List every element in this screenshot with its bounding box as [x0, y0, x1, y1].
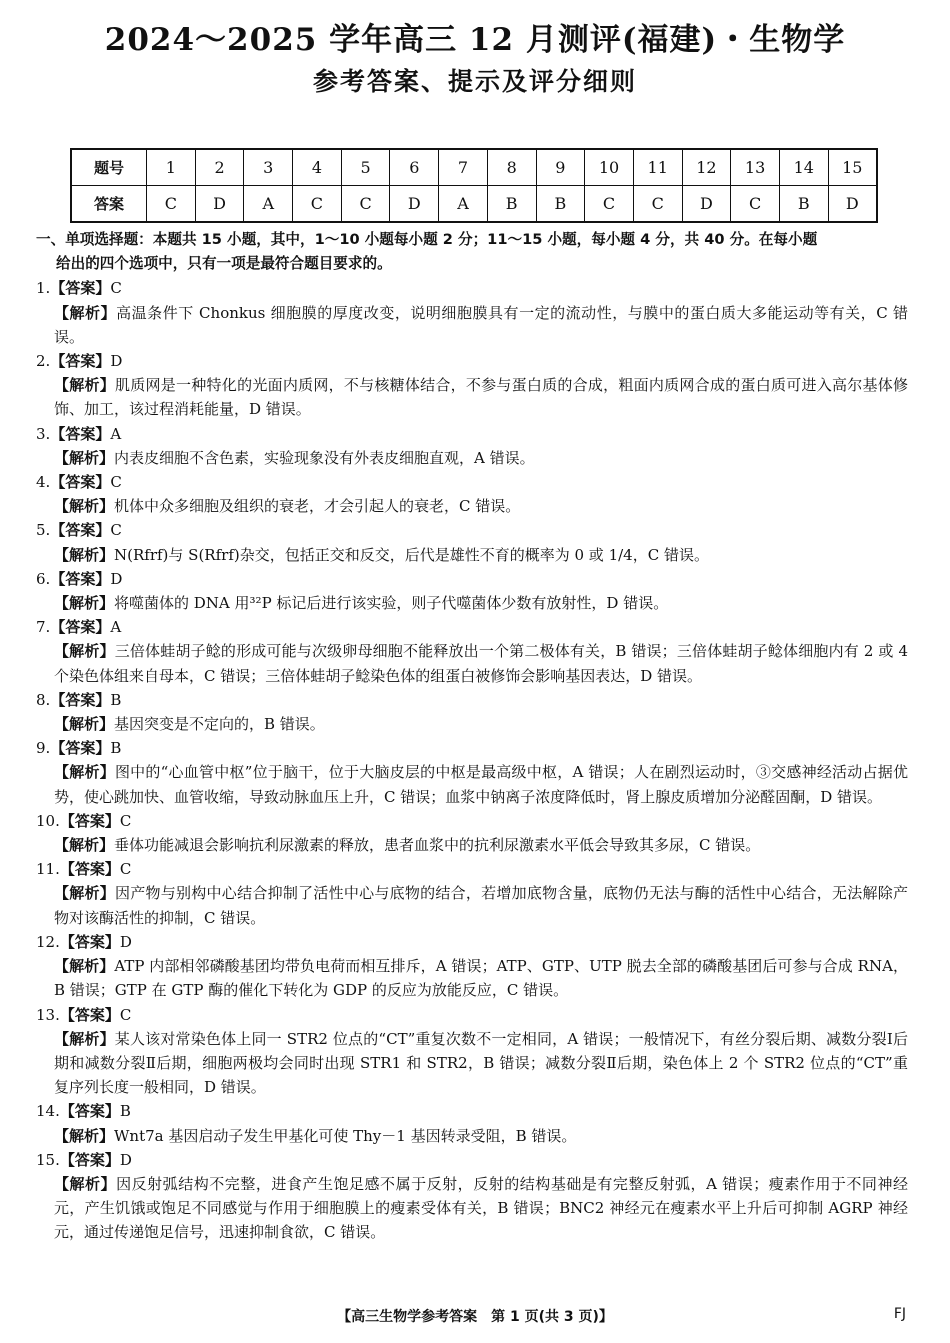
explanation-line	[36, 1124, 908, 1148]
answer-line	[36, 1003, 908, 1027]
answer-item	[36, 349, 908, 422]
explanation-text: 高温条件下 Chonkus 细胞膜的厚度改变，说明细胞膜具有一定的流动性，与膜中的蛋白质大多能运动等有关，C 错误。	[54, 303, 908, 346]
explanation-text: ATP 内部相邻磷酸基团均带负电荷而相互排斥，A 错误；ATP、GTP、UTP 脱去全部的磷酸基团后可参与合成 RNA，B 错误；GTP 在 GTP 酶的催化下转化为 GDP 的反应为放能反应，C 错误。	[54, 957, 908, 1000]
explanation-line	[36, 760, 908, 808]
answer-cell: C	[731, 186, 780, 223]
explanation-tag: 【解析】	[54, 836, 115, 855]
answer-item	[36, 518, 908, 566]
answer-table	[70, 148, 878, 223]
item-answer: B	[110, 739, 122, 758]
answer-tag: 【答案】	[50, 739, 111, 758]
item-answer: B	[119, 1102, 131, 1121]
item-number: 10.	[36, 811, 60, 830]
item-number: 2.	[36, 352, 51, 371]
item-number: 1.	[36, 279, 51, 298]
answer-cell: C	[147, 186, 196, 223]
answer-item	[36, 470, 908, 518]
explanation-tag: 【解析】	[54, 376, 116, 395]
question-number-header: 题号	[71, 149, 147, 186]
explanation-text: 图中的“心血管中枢”位于脑干，位于大脑皮层的中枢是最高级中枢，A 错误；人在剧烈运动时，③交感神经活动占据优势，使心跳加快、血管收缩，导致动脉血压上升，C 错误；血浆中钠离子浓度降低时，肾上腺皮质增加分泌醛固酮，D 错误。	[54, 763, 908, 806]
item-answer: A	[110, 618, 122, 637]
item-answer: B	[110, 690, 122, 709]
explanation-tag: 【解析】	[54, 884, 116, 903]
explanation-text: 三倍体蛙胡子鲶的形成可能与次级卵母细胞不能释放出一个第二极体有关，B 错误；三倍体蛙胡子鲶体细胞内有 2 或 4 个染色体组来自母本，C 错误；三倍体蛙胡子鲶染色体的组蛋白被修饰会影响基因表达，D 错误。	[54, 642, 908, 685]
explanation-tag: 【解析】	[54, 1029, 115, 1048]
answer-cell: C	[341, 186, 390, 223]
answer-item	[36, 1099, 908, 1147]
answer-cell: C	[633, 186, 682, 223]
explanation-text: 肌质网是一种特化的光面内质网，不与核糖体结合，不参与蛋白质的合成，粗面内质网合成的蛋白质可进入高尔基体修饰、加工，该过程消耗能量，D 错误。	[54, 376, 908, 419]
explanation-tag: 【解析】	[54, 763, 115, 782]
explanation-line	[36, 1172, 908, 1245]
answer-body	[36, 228, 908, 1245]
answer-item	[36, 567, 908, 615]
answer-cell: C	[293, 186, 342, 223]
answer-tag: 【答案】	[50, 279, 111, 298]
answer-table-answer-row	[71, 186, 877, 223]
answer-items	[36, 276, 908, 1244]
explanation-line	[36, 591, 908, 615]
answer-item	[36, 1148, 908, 1245]
answer-cell: A	[244, 186, 293, 223]
item-number: 5.	[36, 521, 51, 540]
answer-tag: 【答案】	[50, 521, 111, 540]
item-answer: D	[110, 352, 123, 371]
explanation-line	[36, 881, 908, 929]
item-number: 11.	[36, 860, 60, 879]
answer-line	[36, 276, 908, 300]
answer-line	[36, 736, 908, 760]
explanation-tag: 【解析】	[54, 497, 115, 516]
answer-tag: 【答案】	[59, 932, 120, 951]
item-answer: A	[110, 424, 122, 443]
answer-tag: 【答案】	[59, 1102, 120, 1121]
explanation-line	[36, 373, 908, 421]
answer-item	[36, 930, 908, 1003]
answer-tag: 【答案】	[59, 811, 120, 830]
explanation-tag: 【解析】	[54, 642, 115, 661]
answer-tag: 【答案】	[50, 424, 111, 443]
answer-cell: C	[585, 186, 634, 223]
answer-tag: 【答案】	[59, 1005, 120, 1024]
answer-tag: 【答案】	[50, 473, 111, 492]
item-answer: C	[119, 811, 132, 830]
answer-item	[36, 276, 908, 349]
explanation-tag: 【解析】	[54, 545, 115, 564]
answer-item	[36, 809, 908, 857]
question-number-cell: 14	[779, 149, 828, 186]
section-heading	[36, 228, 908, 276]
answer-tag: 【答案】	[50, 569, 111, 588]
item-number: 7.	[36, 618, 51, 637]
answer-cell: B	[779, 186, 828, 223]
answer-cell: B	[487, 186, 536, 223]
answer-tag: 【答案】	[59, 860, 120, 879]
item-answer: C	[110, 521, 122, 540]
explanation-tag: 【解析】	[54, 448, 115, 467]
explanation-line	[36, 446, 908, 470]
page-footer: 【高三生物学参考答案 第 1 页(共 3 页)】	[337, 1309, 613, 1325]
item-number: 9.	[36, 739, 51, 758]
item-number: 6.	[36, 569, 51, 588]
explanation-tag: 【解析】	[54, 957, 115, 976]
item-answer: C	[110, 473, 122, 492]
question-number-cell: 2	[195, 149, 244, 186]
answer-line	[36, 857, 908, 881]
explanation-text: 某人该对常染色体上同一 STR2 位点的“CT”重复次数不一定相同，A 错误；一般情况下，有丝分裂后期、减数分裂Ⅰ后期和减数分裂Ⅱ后期，细胞两极均会同时出现 STR1 和 STR2，B 错误；减数分裂Ⅱ后期，染色体上 2 个 STR2 位点的“CT”重复序列长度一般相同，D 错误。	[54, 1029, 908, 1097]
item-number: 8.	[36, 690, 51, 709]
answer-line	[36, 809, 908, 833]
item-number: 4.	[36, 473, 51, 492]
answer-table-number-row	[71, 149, 877, 186]
answer-item	[36, 688, 908, 736]
item-number: 15.	[36, 1150, 60, 1169]
explanation-tag: 【解析】	[54, 594, 115, 613]
item-number: 3.	[36, 424, 51, 443]
answer-item	[36, 615, 908, 688]
explanation-tag: 【解析】	[54, 1174, 117, 1193]
answer-line	[36, 1148, 908, 1172]
item-number: 14.	[36, 1102, 60, 1121]
item-answer: D	[119, 1150, 132, 1169]
question-number-cell: 7	[439, 149, 488, 186]
explanation-tag: 【解析】	[54, 715, 115, 734]
answer-line	[36, 422, 908, 446]
answer-line	[36, 688, 908, 712]
page-subtitle: 参考答案、提示及评分细则	[312, 67, 637, 96]
question-number-cell: 9	[536, 149, 585, 186]
question-number-cell: 15	[828, 149, 877, 186]
question-number-cell: 3	[244, 149, 293, 186]
item-number: 12.	[36, 932, 60, 951]
item-answer: C	[119, 860, 132, 879]
question-number-cell: 5	[341, 149, 390, 186]
explanation-text: 机体中众多细胞及组织的衰老，才会引起人的衰老，C 错误。	[114, 497, 521, 516]
explanation-line	[36, 833, 908, 857]
answer-cell: D	[390, 186, 439, 223]
item-answer: D	[110, 569, 123, 588]
answer-item	[36, 1003, 908, 1100]
answer-cell: D	[195, 186, 244, 223]
answer-tag: 【答案】	[59, 1150, 120, 1169]
question-number-cell: 12	[682, 149, 731, 186]
answer-cell: D	[828, 186, 877, 223]
answer-line	[36, 518, 908, 542]
item-answer: C	[119, 1005, 132, 1024]
answer-line	[36, 567, 908, 591]
question-number-cell: 4	[293, 149, 342, 186]
answer-line	[36, 349, 908, 373]
question-number-cell: 6	[390, 149, 439, 186]
explanation-tag: 【解析】	[54, 1126, 115, 1145]
answer-item	[36, 422, 908, 470]
explanation-line	[36, 712, 908, 736]
explanation-line	[36, 494, 908, 518]
explanation-text: N(Rfrf)与 S(Rfrf)杂交，包括正交和反交，后代是雄性不育的概率为 0 或 1/4，C 错误。	[114, 545, 709, 564]
explanation-line	[36, 954, 908, 1002]
explanation-text: 因反射弧结构不完整，进食产生饱足感不属于反射，反射的结构基础是有完整反射弧，A 错误；瘦素作用于不同神经元，产生饥饿或饱足不同感觉与作用于细胞膜上的瘦素受体有关，B 错误；BNC2 神经元在瘦素水平上升后可抑制 AGRP 神经元，通过传递饱足信号，迅速抑制食欲，C 错误。	[54, 1174, 908, 1242]
item-answer: C	[110, 279, 122, 298]
explanation-line	[36, 301, 908, 349]
explanation-line	[36, 1027, 908, 1100]
item-number: 13.	[36, 1005, 60, 1024]
explanation-line	[36, 543, 908, 567]
question-number-cell: 10	[585, 149, 634, 186]
answer-item	[36, 857, 908, 930]
page-title: 2024～2025 学年高三 12 月测评(福建)・生物学	[104, 22, 846, 58]
explanation-line	[36, 639, 908, 687]
answer-line	[36, 1099, 908, 1123]
explanation-tag: 【解析】	[54, 303, 117, 322]
explanation-text: 内表皮细胞不含色素，实验现象没有外表皮细胞直观，A 错误。	[114, 448, 535, 467]
answer-item	[36, 736, 908, 809]
answer-line	[36, 470, 908, 494]
explanation-text: 将噬菌体的 DNA 用³²P 标记后进行该实验，则子代噬菌体少数有放射性，D 错误。	[114, 594, 669, 613]
item-answer: D	[119, 932, 132, 951]
question-number-cell: 11	[633, 149, 682, 186]
answer-cell: D	[682, 186, 731, 223]
answer-line	[36, 930, 908, 954]
section-heading-line1: 一、单项选择题：本题共 15 小题，其中，1～10 小题每小题 2 分；11～15 小题，每小题 4 分，共 40 分。在每小题	[36, 231, 818, 248]
answer-tag: 【答案】	[50, 690, 111, 709]
section-heading-line2: 给出的四个选项中，只有一项是最符合题目要求的。	[56, 255, 392, 273]
region-code: FJ	[893, 1306, 906, 1322]
answer-tag: 【答案】	[50, 352, 111, 371]
explanation-text: 垂体功能减退会影响抗利尿激素的释放，患者血浆中的抗利尿激素水平低会导致其多尿，C 错误。	[114, 836, 761, 855]
explanation-text: Wnt7a 基因启动子发生甲基化可使 Thy－1 基因转录受阻，B 错误。	[114, 1126, 577, 1145]
answer-header: 答案	[71, 186, 147, 223]
question-number-cell: 8	[487, 149, 536, 186]
question-number-cell: 1	[147, 149, 196, 186]
answer-tag: 【答案】	[50, 618, 111, 637]
answer-line	[36, 615, 908, 639]
answer-cell: B	[536, 186, 585, 223]
explanation-text: 基因突变是不定向的，B 错误。	[114, 715, 325, 734]
answer-cell: A	[439, 186, 488, 223]
explanation-text: 因产物与别构中心结合抑制了活性中心与底物的结合，若增加底物含量，底物仍无法与酶的活性中心结合，无法解除产物对该酶活性的抑制，C 错误。	[54, 884, 908, 927]
question-number-cell: 13	[731, 149, 780, 186]
